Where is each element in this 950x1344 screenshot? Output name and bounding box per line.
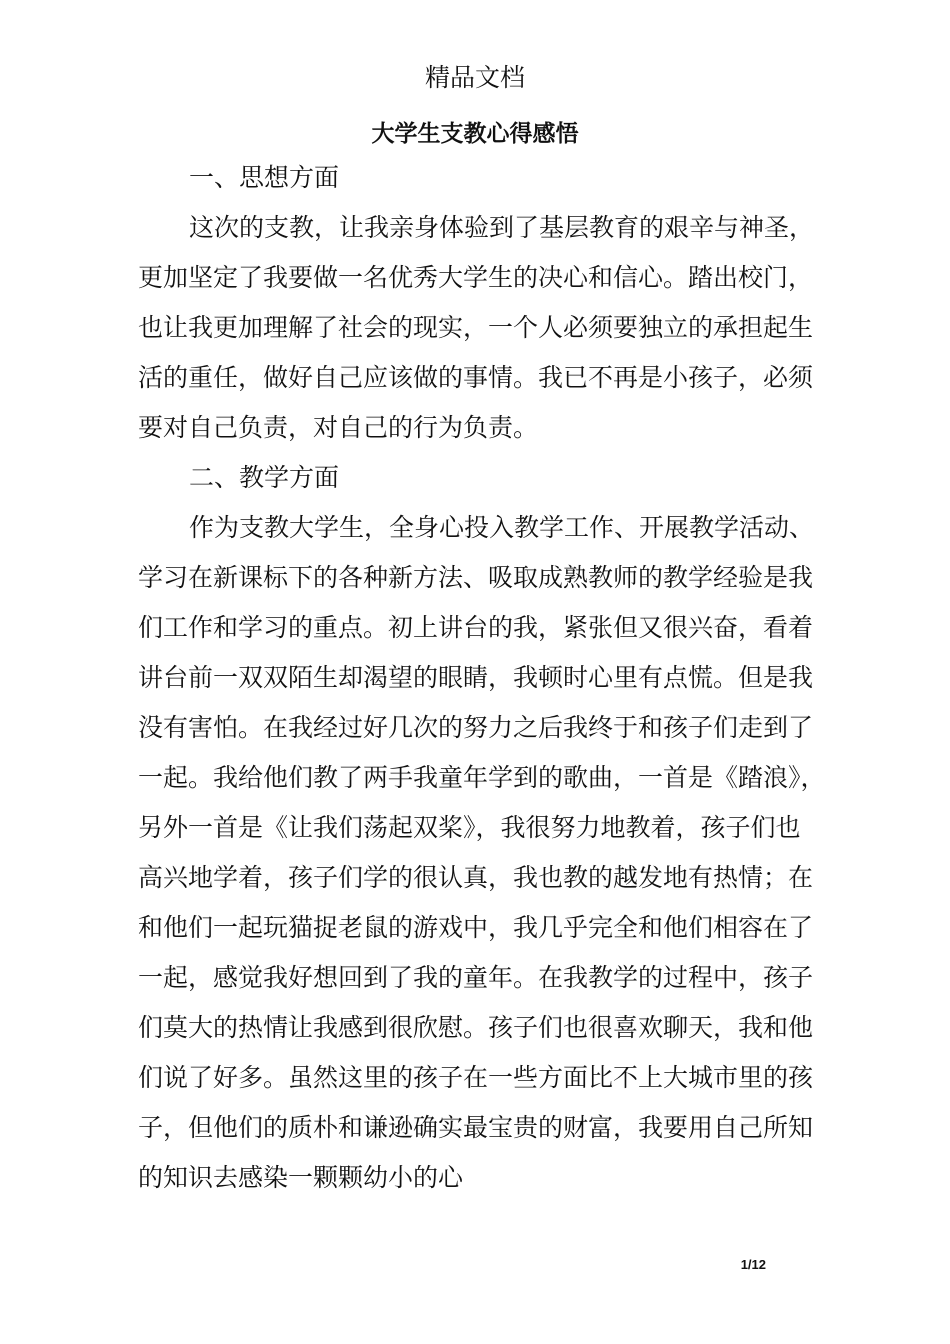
paragraph-line: 这次的支教，让我亲身体验到了基层教育的艰辛与神圣， xyxy=(189,213,815,242)
paragraph-line: 也让我更加理解了社会的现实，一个人必须要独立的承担起生 xyxy=(138,313,814,342)
paragraph-line: 要对自己负责，对自己的行为负责。 xyxy=(138,413,539,442)
paragraph-line: 子，但他们的质朴和谦逊确实最宝贵的财富，我要用自己所知 xyxy=(138,1113,814,1142)
paragraph-line: 作为支教大学生，全身心投入教学工作、开展教学活动、 xyxy=(189,513,815,542)
section-heading: 二、教学方面 xyxy=(189,463,340,492)
paragraph-line: 讲台前一双双陌生却渴望的眼睛，我顿时心里有点慌。但是我 xyxy=(138,663,814,692)
document-title: 大学生支教心得感悟 xyxy=(371,121,579,147)
header-label: 精品文档 xyxy=(424,63,525,92)
paragraph-line: 们莫大的热情让我感到很欣慰。孩子们也很喜欢聊天，我和他 xyxy=(138,1013,814,1042)
paragraph-line: 们说了好多。虽然这里的孩子在一些方面比不上大城市里的孩 xyxy=(138,1063,814,1092)
paragraph-line: 更加坚定了我要做一名优秀大学生的决心和信心。踏出校门， xyxy=(138,263,814,292)
paragraph-line: 学习在新课标下的各种新方法、吸取成熟教师的教学经验是我 xyxy=(138,563,814,592)
paragraph-line: 们工作和学习的重点。初上讲台的我，紧张但又很兴奋，看着 xyxy=(138,613,814,642)
paragraph-line: 一起，感觉我好想回到了我的童年。在我教学的过程中，孩子 xyxy=(138,963,814,992)
paragraph-line: 活的重任，做好自己应该做的事情。我已不再是小孩子，必须 xyxy=(138,363,814,392)
paragraph-line: 一起。我给他们教了两手我童年学到的歌曲，一首是《踏浪》， xyxy=(138,763,826,792)
paragraph-line: 和他们一起玩猫捉老鼠的游戏中，我几乎完全和他们相容在了 xyxy=(138,913,814,942)
section-heading: 一、思想方面 xyxy=(189,163,340,192)
page-number: 1/12 xyxy=(740,1257,766,1272)
paragraph-line: 没有害怕。在我经过好几次的努力之后我终于和孩子们走到了 xyxy=(138,713,814,742)
paragraph-line: 高兴地学着，孩子们学的很认真，我也教的越发地有热情；在 xyxy=(138,863,814,892)
document-body xyxy=(138,153,838,1203)
paragraph-line: 的知识去感染一颗颗幼小的心 xyxy=(138,1163,464,1192)
paragraph-line: 另外一首是《让我们荡起双桨》，我很努力地教着，孩子们也 xyxy=(138,813,801,842)
